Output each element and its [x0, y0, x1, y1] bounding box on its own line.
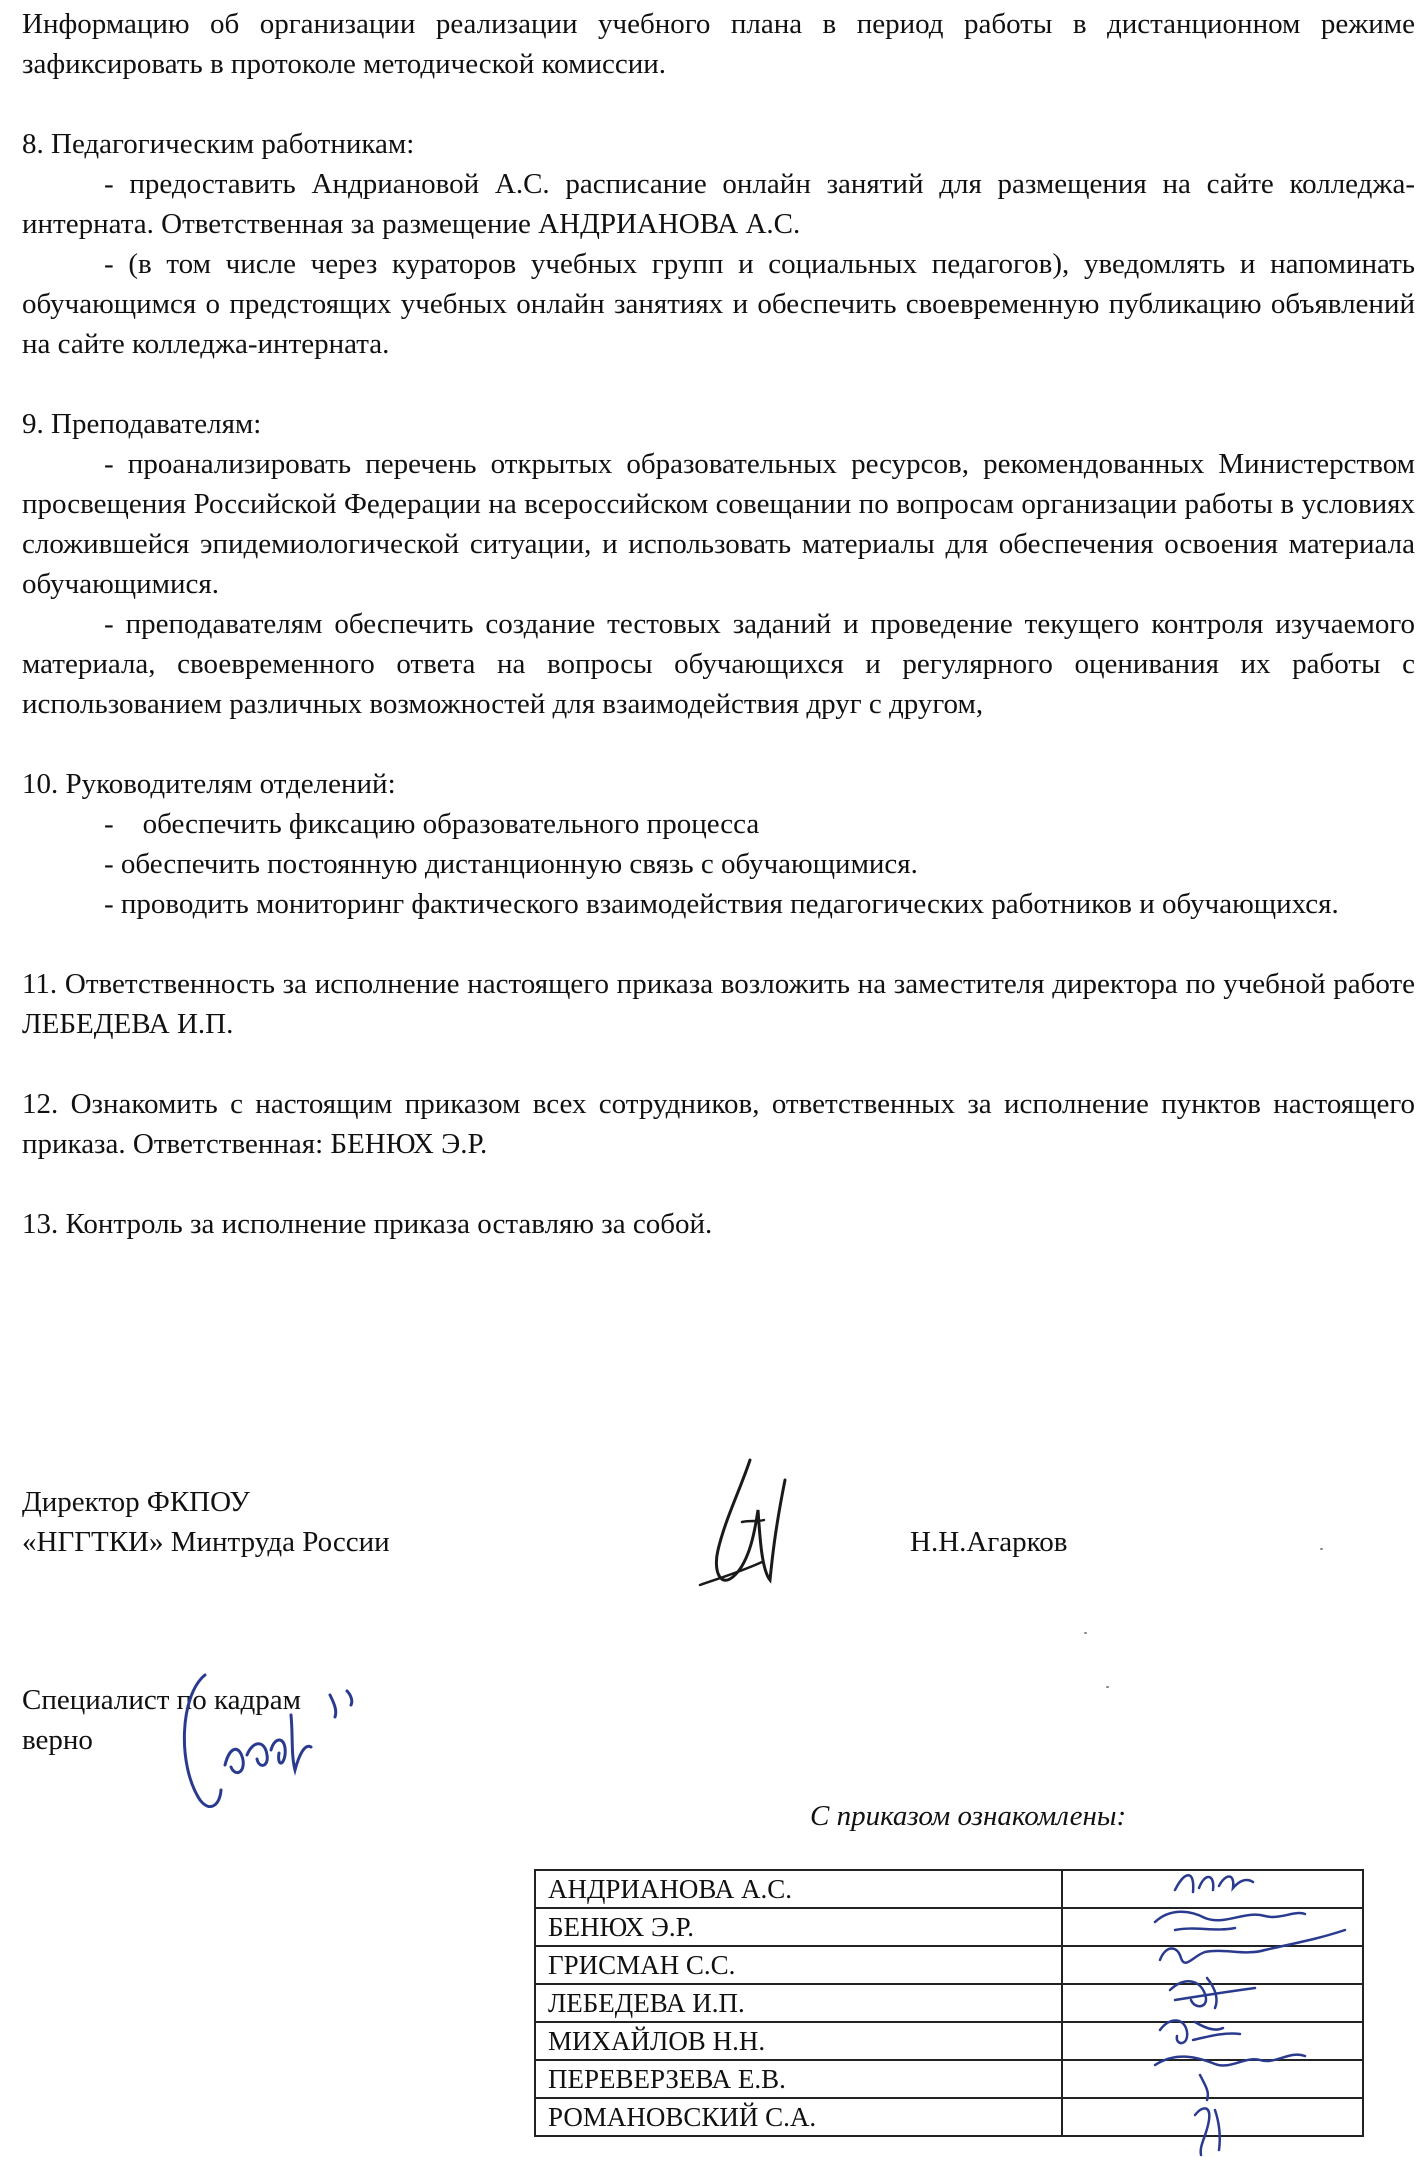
employee-name: МИХАЙЛОВ Н.Н. [535, 2022, 1062, 2060]
signature-cell [1062, 2022, 1363, 2060]
employee-name: АНДРИАНОВА А.С. [535, 1870, 1062, 1908]
item-10-bullet-1: - обеспечить фиксацию образовательного процесса [104, 808, 760, 840]
signature-cell [1062, 1946, 1363, 1984]
item-9-bullet-2: - преподавателям обеспечить создание тестовых заданий и проведение текущего контроля изучаемого материала, своевременного ответа на вопросы обучающихся и регулярного оценивания их работы с использованием различных возможностей для взаимодействия друг с другом, [22, 608, 1415, 720]
item-11-text: 11. Ответственность за исполнение настоящего приказа возложить на заместителя директора по учебной работе ЛЕБЕДЕВА И.П. [22, 968, 1415, 1040]
item-10-heading: 10. Руководителям отделений: [22, 768, 396, 800]
employee-name: ЛЕБЕДЕВА И.П. [535, 1984, 1062, 2022]
item-13-text: 13. Контроль за исполнение приказа оставляю за собой. [22, 1208, 713, 1240]
item-8-heading: 8. Педагогическим работникам: [22, 128, 415, 160]
table-row [535, 2022, 1363, 2060]
item-9-heading: 9. Преподавателям: [22, 408, 262, 440]
employee-name: РОМАНОВСКИЙ С.А. [535, 2098, 1062, 2136]
signature-cell [1062, 1984, 1363, 2022]
hr-line-1: Специалист по кадрам [22, 1684, 301, 1716]
table-row [535, 1870, 1363, 1908]
table-row [535, 2098, 1363, 2136]
director-title [22, 1482, 390, 1562]
scan-speck [1320, 1548, 1323, 1550]
order-body [22, 4, 1415, 1244]
director-name: Н.Н.Агарков [910, 1526, 1068, 1558]
signature-cell [1062, 1870, 1363, 1908]
signature-cell [1062, 2098, 1363, 2136]
item-10-bullet-2: - обеспечить постоянную дистанционную связь с обучающимися. [104, 848, 918, 880]
item-8-bullet-1: - предоставить Андриановой А.С. расписание онлайн занятий для размещения на сайте колледжа-интерната. Ответственная за размещение АНДРИАНОВА А.С. [22, 168, 1415, 240]
director-signature-icon [680, 1450, 820, 1610]
scan-speck [1084, 1632, 1087, 1634]
item-8-bullet-2: - (в том числе через кураторов учебных групп и социальных педагогов), уведомлять и напоминать обучающимся о предстоящих учебных онлайн занятиях и обеспечить своевременную публикацию объявлений на сайте колледжа-интерната. [22, 248, 1415, 360]
acknowledgement-title: С приказом ознакомлены: [810, 1800, 1127, 1832]
intro-paragraph: Информацию об организации реализации учебного плана в период работы в дистанционном режиме зафиксировать в протоколе методической комиссии. [22, 8, 1415, 80]
director-title-line-1: Директор ФКПОУ [22, 1486, 250, 1518]
director-title-line-2: «НГГТКИ» Минтруда России [22, 1526, 390, 1558]
table-row [535, 1984, 1363, 2022]
hr-line-2: верно [22, 1724, 93, 1756]
hr-signature-icon [165, 1655, 395, 1830]
item-12-text: 12. Ознакомить с настоящим приказом всех сотрудников, ответственных за исполнение пунктов настоящего приказа. Ответственная: БЕНЮХ Э.Р. [22, 1088, 1415, 1160]
item-9-bullet-1: - проанализировать перечень открытых образовательных ресурсов, рекомендованных Министерством просвещения Российской Федерации на всероссийском совещании по вопросам организации работы в условиях сложившейся эпидемиологической ситуации, и использовать материалы для обеспечения освоения материала обучающимися. [22, 448, 1415, 600]
signature-cell [1062, 1908, 1363, 1946]
table-row [535, 1908, 1363, 1946]
item-10-bullet-3: - проводить мониторинг фактического взаимодействия педагогических работников и обучающихся. [104, 888, 1339, 920]
table-row [535, 1946, 1363, 1984]
signature-cell [1062, 2060, 1363, 2098]
table-row [535, 2060, 1363, 2098]
acknowledgement-table [534, 1869, 1364, 2137]
scan-speck [1106, 1686, 1109, 1688]
employee-name: ПЕРЕВЕРЗЕВА Е.В. [535, 2060, 1062, 2098]
employee-name: БЕНЮХ Э.Р. [535, 1908, 1062, 1946]
employee-name: ГРИСМАН С.С. [535, 1946, 1062, 1984]
